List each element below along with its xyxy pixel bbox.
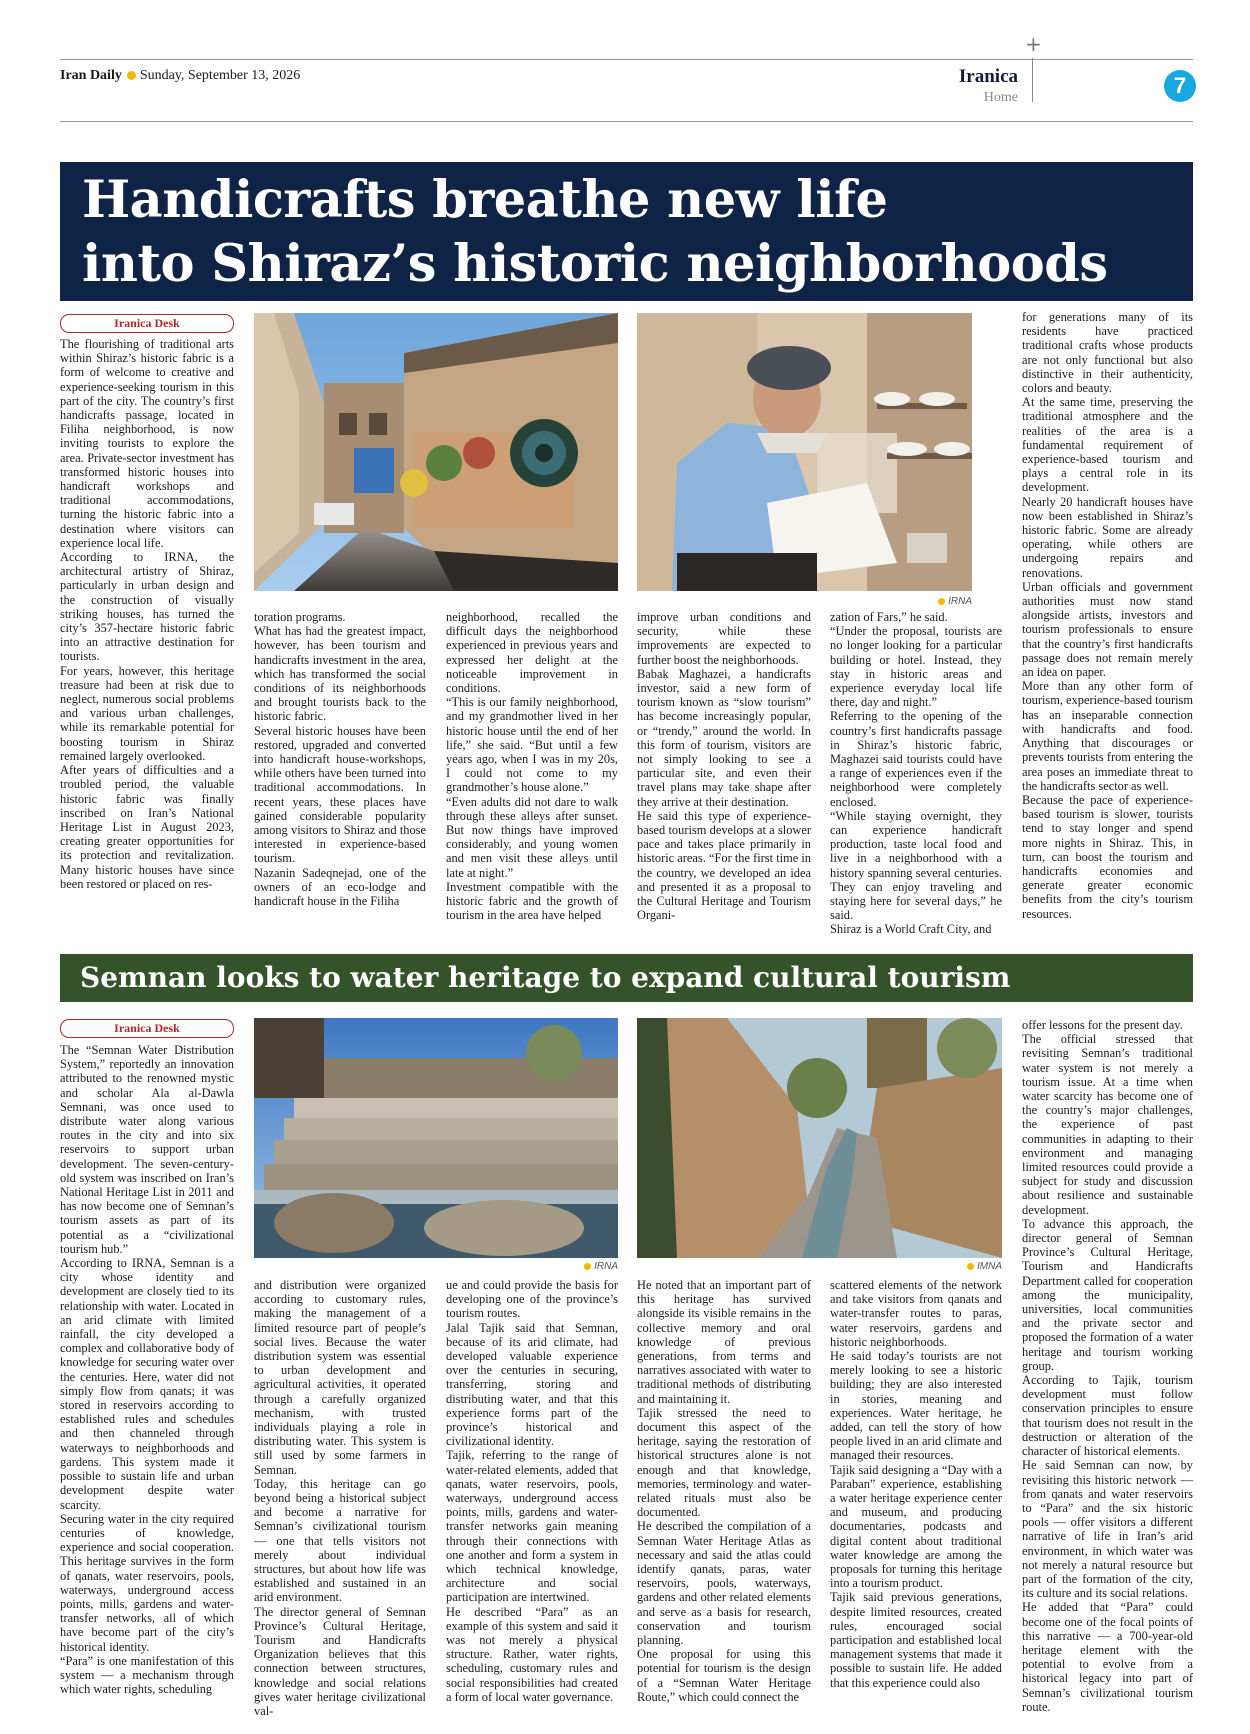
section-name: Iranica <box>958 66 1018 87</box>
paragraph: According to IRNA, Semnan is a city whose identity and development are closely tied to its relationship with water. Located in an arid climate with limited rainfall, the city developed a complex and collaborative body of knowledge for securing water over the centuries. Here, water did not simply flow from qanats; it was stored in reservoirs according to established rules and schedules and then channeled through waterways to neighborhoods and gardens. This system made it possible to sustain life and urban development despite water scarcity. <box>60 1256 234 1512</box>
headline <box>82 168 1108 296</box>
article2-column-6 <box>1022 1018 1193 1714</box>
paragraph: scattered elements of the network and take visitors from qanats and water-transfer routes to paras, water reservoirs, gardens and historic neighborhoods. <box>830 1278 1002 1349</box>
publication-name: Iran Daily <box>60 68 122 83</box>
headline-line-1: Handicrafts breathe new life <box>82 170 888 230</box>
paragraph: Jalal Tajik said that Semnan, because of its arid climate, had developed valuable experience over the centuries in securing, transferring, storing and distributing water, and that this experience forms part of the province’s historical and civilizational identity. <box>446 1320 618 1449</box>
paragraph: Because the pace of experience-based tourism is slower, tourists tend to stay longer and spend more nights in Shiraz. This, in turn, can boost the tourism and handicrafts economies and generate greater economic benefits from the city’s tourism resources. <box>1022 792 1193 921</box>
paragraph: He described the compilation of a Semnan Water Heritage Atlas as necessary and said the atlas could identify qanats, paras, water reservoirs, pools, waterways, gardens and other related elements and serve as a basis for research, conservation and tourism planning. <box>637 1519 811 1648</box>
paragraph: After years of difficulties and a troubled period, the valuable historic fabric was finally inscribed on Iran’s National Heritage List in August 2023, creating greater opportunities for its protection and revitalization. Many historic houses have since been restored or placed on res- <box>60 763 234 891</box>
paragraph: Shiraz is a World Craft City, and <box>830 922 992 937</box>
paragraph: Tajik said previous generations, despite limited resources, created rules, encouraged social participation and established local management systems that made it possible to sustain life. He added that this experience could also <box>830 1590 1002 1690</box>
header-divider <box>1032 58 1033 102</box>
waterway-lane-illustration <box>637 1018 1002 1258</box>
byline-badge: Iranica Desk <box>60 314 234 333</box>
paragraph: Nazanin Sadeqnejad, one of the owners of an eco-lodge and handicraft house in the Filiha <box>254 865 426 909</box>
header-bottom-rule <box>60 121 1193 122</box>
photo-credit-text: IRNA <box>948 596 972 607</box>
article2-column-1 <box>60 1043 234 1695</box>
paragraph: “While staying overnight, they can experience handicraft production, taste local food and live in a neighborhood with a history spanning several centuries. They can enjoy traveling and staying here for several days,” he said. <box>830 808 1002 923</box>
paragraph: According to Tajik, tourism development must follow conservation principles to ensure that tourism does not result in the destruction or alteration of the character of historical elements. <box>1022 1373 1193 1459</box>
masthead-line <box>60 68 300 84</box>
paragraph: “Para” is one manifestation of this system — a mechanism through which water rights, scheduling <box>60 1653 234 1697</box>
issue-date: Sunday, September 13, 2026 <box>139 68 301 83</box>
bullet-dot-icon <box>127 71 136 80</box>
paragraph: The official stressed that revisiting Semnan’s traditional water system is not merely a tourism issue. At a time when water scarcity has become one of the country’s major challenges, the experience of past communities in adapting to their environment and managing limited resources could provide a subject for study and discussion about resilience and sustainable development. <box>1022 1032 1193 1217</box>
article2-column-4 <box>637 1278 811 1704</box>
headline-2: Semnan looks to water heritage to expand cultural tourism <box>80 961 1011 994</box>
alley-mural-illustration <box>254 313 618 591</box>
paragraph: Tajik said designing a “Day with a Paraban” experience, establishing a water heritage experience center and museum, and producing documentaries, podcasts and digital content about traditional water knowledge are among the proposals for turning this heritage into a tourism product. <box>830 1462 1002 1591</box>
paragraph: The flourishing of traditional arts within Shiraz’s historic fabric is a form of welcome to creative and experience-seeking tourism in this part of the city. The country’s first handicrafts passage, located in Filiha neighborhood, is now inviting tourists to explore the area. Private-sector investment has transformed historic houses into handicraft workshops and traditional accommodations, turning the historic fabric into a destination where visitors can experience local life. <box>60 337 234 550</box>
paragraph: Tajik stressed the need to document this aspect of the heritage, saying the restoration of historical structures alone is not enough and that knowledge, memories, terminology and water-related rituals must also be documented. <box>637 1405 811 1520</box>
paragraph: Tajik, referring to the range of water-related elements, added that qanats, water reservoirs, pools, waterways, underground access points, mills, gardens and water-transfer networks gain meaning through their connections with one another and form a system in which technical knowledge, architecture and social participation are intertwined. <box>446 1448 618 1605</box>
headline-banner-2 <box>60 954 1193 1002</box>
paragraph: zation of Fars,” he said. <box>830 610 948 624</box>
paragraph: Nearly 20 handicraft houses have now been established in Shiraz’s historic fabric. Some are already operating, while others are undergoing repairs and renovations. <box>1022 494 1193 580</box>
article1-column-5 <box>830 610 1002 942</box>
article1-column-6 <box>1022 310 1193 942</box>
credit-dot-icon <box>967 1263 974 1270</box>
paragraph: ue and could provide the basis for developing one of the province’s tourism routes. <box>446 1278 618 1321</box>
paragraph: improve urban conditions and security, while these improvements are expected to further boost the neighborhoods. <box>637 610 811 667</box>
paragraph: He said today’s tourists are not merely looking to see a historic building; they are also interested in stories, meaning and experiences. Water heritage, he added, can tell the story of how people lived in an arid climate and managed their resources. <box>830 1349 1002 1463</box>
paragraph: and distribution were organized according to customary rules, making the management of a limited resource part of people’s social lives. Because the water distribution system was essential to urban development and agricultural activities, it operated through a carefully organized mechanism, with trusted individuals playing a role in distributing water. This system is still used by some farmers in Semnan. <box>254 1278 426 1477</box>
craftsman-illustration <box>637 313 972 591</box>
paragraph: The director general of Semnan Province’s Cultural Heritage, Tourism and Handicrafts Organization believes that this connection between structures, knowledge and social relations gives water heritage civilizational val- <box>254 1604 426 1719</box>
paragraph: offer lessons for the present day. <box>1022 1018 1183 1032</box>
credit-dot-icon <box>938 598 945 605</box>
alley-mural-photo <box>254 313 618 591</box>
section-label <box>959 66 1018 106</box>
article2-column-2 <box>254 1278 426 1719</box>
photo-credit-text: IRNA <box>594 1261 618 1272</box>
article1-column-1 <box>60 337 234 943</box>
article2-column-5 <box>830 1278 1002 1696</box>
article1-column-4 <box>637 610 811 942</box>
top-rule <box>60 59 1193 60</box>
paragraph: Today, this heritage can go beyond being a historical subject and become a narrative for Semnan’s civilizational tourism — one that tells visitors not merely about individual structures, but about how life was established and sustained in an arid environment. <box>254 1476 426 1605</box>
paragraph: Babak Maghazei, a handicrafts investor, said a new form of tourism known as “slow tourism” has become increasingly popular, or “trendy,” around the world. In this form of tourism, visitors are not simply looking to see a particular site, and even their travel plans may take shape after they arrive at their destination. <box>637 666 811 809</box>
page-number-badge: 7 <box>1164 70 1196 102</box>
article1-column-3 <box>446 610 618 942</box>
paragraph: He noted that an important part of this heritage has survived alongside its visible remains in the collective memory and oral knowledge of previous generations, from terms and narratives associated with water to traditional methods of distributing and maintaining it. <box>637 1278 811 1406</box>
paragraph: Securing water in the city required centuries of knowledge, experience and social cooperation. This heritage survives in the form of qanats, water reservoirs, pools, waterways, underground access points, mills, gardens and water-transfer networks, all of which have become part of the city’s historical identity. <box>60 1511 234 1654</box>
paragraph: He said Semnan can now, by revisiting this historic network — from qanats and water reservoirs to “Para” and the six historic pools — offer visitors a different narrative of life in Iran’s arid environment, in which water was not merely a natural resource but part of the formation of the city, its culture and its social relations. <box>1022 1458 1193 1601</box>
paragraph: Referring to the opening of the country’s first handicrafts passage in Shiraz’s historic fabric, Maghazei said tourists could have a range of experiences even if the neighborhood were completely enclosed. <box>830 709 1002 809</box>
water-cascade-illustration <box>254 1018 618 1258</box>
article2-column-3 <box>446 1278 618 1704</box>
photo-credit <box>900 596 972 607</box>
paragraph: To advance this approach, the director general of Semnan Province’s Cultural Heritage, Tourism and Handicrafts Department called for cooperation among the municipality, universities, local communities and the private sector and proposed the formation of a water heritage and tourism working group. <box>1022 1216 1193 1373</box>
paragraph: For years, however, this heritage treasure had been at risk due to neglect, numerous social problems and various urban challenges, while its remarkable potential for boosting tourism in Shiraz remained largely overlooked. <box>60 663 234 763</box>
paragraph: The “Semnan Water Distribution System,” reportedly an innovation attributed to the renowned mystic and scholar Ala al-Dawla Semnani, was once used to distribute water along various routes in the city and into six reservoirs to support urban development. The seven-century-old system was inscribed on Iran’s National Heritage List in 2011 and has now become one of Semnan’s tourism assets as part of its potential as a “civilizational tourism hub.” <box>60 1043 234 1256</box>
paragraph: Investment compatible with the historic fabric and the growth of tourism in the area have helped <box>446 879 618 923</box>
paragraph: At the same time, preserving the traditional atmosphere and the realities of the area is a fundamental requirement of experience-based tourism and plays a central role in its development. <box>1022 395 1193 495</box>
water-cascade-photo <box>254 1018 618 1258</box>
paragraph: He described “Para” as an example of this system and said it was not merely a physical structure. Rather, water rights, scheduling, customary rules and social responsibilities had created a form of local water governance. <box>446 1604 618 1704</box>
paragraph: Several historic houses have been restored, upgraded and converted into handicraft house-workshops, while others have been turned into traditional accommodations. In recent years, these places have gained considerable popularity among visitors to Shiraz and those interested in experience-based tourism. <box>254 723 426 866</box>
paragraph: More than any other form of tourism, experience-based tourism has an inseparable connection with handicrafts and food. Anything that discourages or prevents tourists from entering the area poses an immediate threat to the handicrafts sector as well. <box>1022 679 1194 793</box>
paragraph: He said this type of experience-based tourism develops at a slower pace and takes place primarily in historic areas. “For the first time in the country, we developed an idea and presented it as a proposal to the Cultural Heritage and Tourism Organi- <box>637 808 811 923</box>
headline-line-2: into Shiraz’s historic neighborhoods <box>82 234 1108 294</box>
paragraph: “Even adults did not dare to walk through these alleys after sunset. But now things have improved considerably, and young women and men visit these alleys until late at night.” <box>446 794 618 880</box>
paragraph: “Under the proposal, tourists are no longer looking for a particular building or hotel. Instead, they stay in historic areas and experience everyday local life there, day and night.” <box>830 624 1002 710</box>
paragraph: for generations many of its residents have practiced traditional crafts whose products are not only functional but also distinctive in their authenticity, colors and beauty. <box>1022 310 1193 396</box>
paragraph: neighborhood, recalled the difficult days the neighborhood experienced in previous years and expressed her delight at the noticeable improvement in conditions. <box>446 610 618 696</box>
waterway-lane-photo <box>637 1018 1002 1258</box>
paragraph: What has had the greatest impact, however, has been tourism and handicrafts investment in the area, which has transformed the social conditions of its neighborhoods and brought tourists back to the historic fabric. <box>254 624 426 724</box>
byline-badge-2: Iranica Desk <box>60 1019 234 1038</box>
paragraph: One proposal for using this potential for tourism is the design of a “Semnan Water Heritage Route,” which could connect the <box>637 1647 811 1704</box>
paragraph: “This is our family neighborhood, and my grandmother lived in her historic house until the end of her life,” she said. “But until a few years ago, when I was in my 20s, I could not come to my grandmother’s house alone.” <box>446 695 618 795</box>
subsection-name: Home <box>983 90 1018 105</box>
photo-credit-4 <box>920 1261 1002 1272</box>
paragraph: He added that “Para” could become one of the focal points of this narrative — a 700-year-old heritage element with the potential to evolve from a historical legacy into part of Semnan’s civilizational tourism route. <box>1022 1600 1193 1714</box>
paragraph: toration programs. <box>254 610 346 624</box>
article1-column-2 <box>254 610 426 942</box>
plus-mark-icon: + <box>1025 32 1042 56</box>
credit-dot-icon <box>584 1263 591 1270</box>
paragraph: According to IRNA, the architectural artistry of Shiraz, particularly in urban design and the construction of visually striking houses, has turned the city’s 357-hectare historic fabric into an attractive destination for tourists. <box>60 550 234 664</box>
headline-banner <box>60 162 1193 301</box>
photo-credit-text: IMNA <box>977 1261 1002 1272</box>
paragraph: Urban officials and government authorities must now stand alongside artists, investors and tourism professionals to ensure that the country’s first handicrafts passage does not remain merely an idea on paper. <box>1022 579 1193 680</box>
photo-credit-3 <box>540 1261 618 1272</box>
craftsman-photo <box>637 313 972 591</box>
